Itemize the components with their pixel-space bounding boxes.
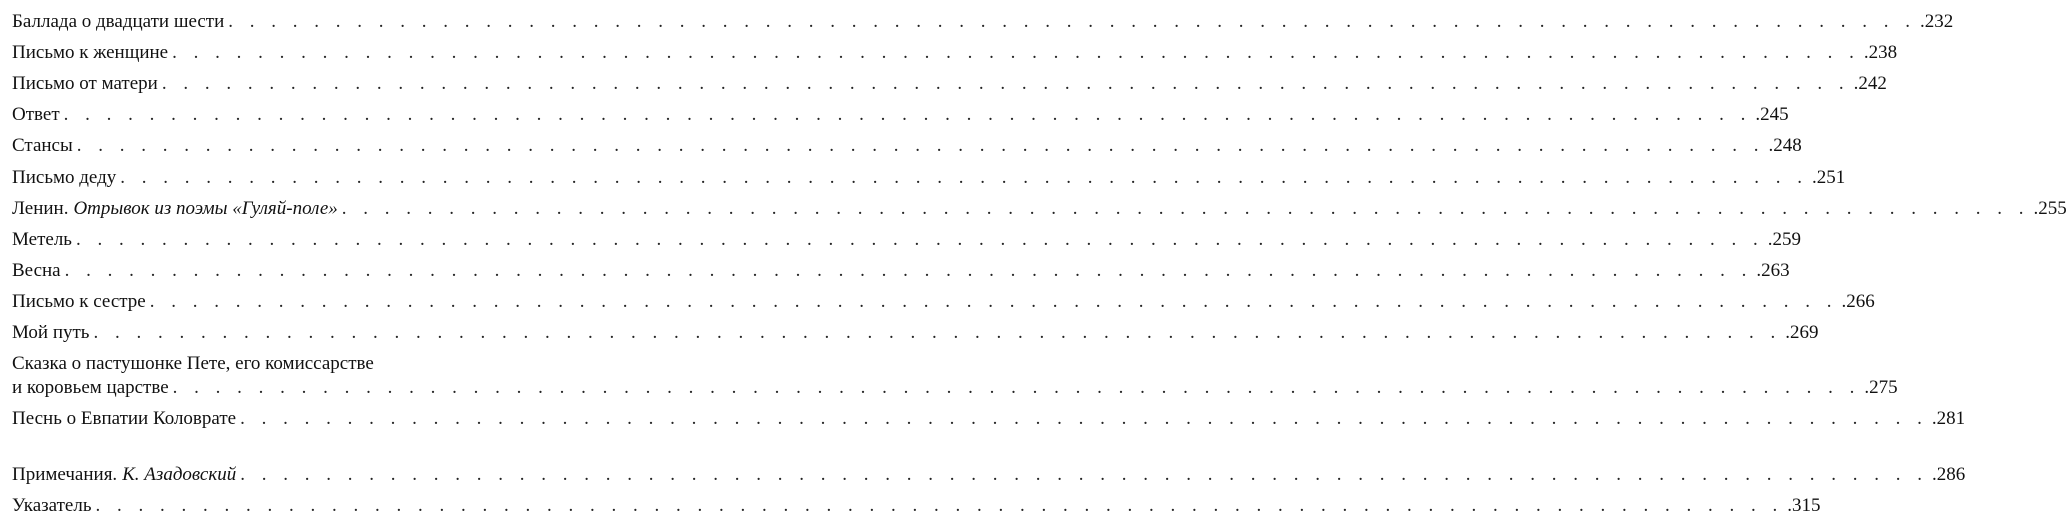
toc-entry-letter-from-mother[interactable]: [12, 72, 1887, 96]
toc-entry-page: .275: [1864, 377, 1898, 398]
toc-entry-page: .238: [1863, 42, 1898, 63]
toc-entry-subtitle: Отрывок из поэмы «Гуляй-поле»: [73, 198, 338, 219]
dot-leader: . . . . . . . . . . . . . . . . . . . . . . . . . . . . . . . . . . . . . . . . . . . . . . . . . . . . . . . . . . . . . . . . . . . . . . . . . . . . . . .: [240, 408, 1928, 429]
toc-entry-index[interactable]: [12, 494, 1821, 518]
toc-entry-answer[interactable]: [12, 103, 1789, 127]
toc-entry-page: .259: [1767, 229, 1801, 250]
toc-entry-letter-to-sister[interactable]: [12, 290, 1875, 314]
toc-entry-spring[interactable]: [12, 259, 1790, 283]
toc-entry-subtitle: К. Азадовский: [122, 464, 237, 485]
dot-leader: . . . . . . . . . . . . . . . . . . . . . . . . . . . . . . . . . . . . . . . . . . . . . . . . . . . . . . . . . . . . . . . . . . . . . . . . . . . . . . .: [172, 42, 1860, 63]
toc-entry-stanzas[interactable]: [12, 134, 1802, 158]
toc-entry-page: .266: [1841, 291, 1875, 312]
dot-leader: . . . . . . . . . . . . . . . . . . . . . . . . . . . . . . . . . . . . . . . . . . . . . . . . . . . . . . . . . . . . . . . . . . . . . . . . . . . . . . .: [95, 495, 1784, 516]
toc-entry-notes[interactable]: [12, 463, 1966, 487]
toc-entry-title: Примечания.: [12, 464, 118, 485]
toc-entry-title: Мой путь: [12, 322, 90, 343]
toc-entry-ballad-of-twenty-six[interactable]: [12, 10, 1954, 34]
toc-entry-title: Письмо деду: [12, 167, 117, 188]
dot-leader: . . . . . . . . . . . . . . . . . . . . . . . . . . . . . . . . . . . . . . . . . . . . . . . . . . . . . . . . . . . . . . . . . . . . . . . . . . . . . . .: [149, 291, 1838, 312]
toc-entry-title: Стансы: [12, 135, 73, 156]
toc-entry-title-line1: Сказка о пастушонке Пете, его комиссарстве: [12, 353, 374, 374]
dot-leader: . . . . . . . . . . . . . . . . . . . . . . . . . . . . . . . . . . . . . . . . . . . . . . . . . . . . . . . . . . . . . . . . . . . . . . . . . . . . . . .: [63, 104, 1752, 125]
toc-entry-title: Песнь о Евпатии Коловрате: [12, 408, 237, 429]
dot-leader: . . . . . . . . . . . . . . . . . . . . . . . . . . . . . . . . . . . . . . . . . . . . . . . . . . . . . . . . . . . . . . . . . . . . . . . . . . . . . . .: [120, 167, 1809, 188]
toc-entry-page: .251: [1812, 167, 1846, 188]
toc-entry-my-path[interactable]: [12, 321, 1819, 345]
toc-entry-blizzard[interactable]: [12, 228, 1801, 252]
dot-leader: . . . . . . . . . . . . . . . . . . . . . . . . . . . . . . . . . . . . . . . . . . . . . . . . . . . . . . . . . . . . . . . . . . . . . . . . . . . . . . .: [228, 11, 1917, 32]
dot-leader: . . . . . . . . . . . . . . . . . . . . . . . . . . . . . . . . . . . . . . . . . . . . . . . . . . . . . . . . . . . . . . . . . . . . . . . . . . . . . . .: [64, 260, 1753, 281]
toc-entry-tale-of-petya[interactable]: [12, 352, 1898, 400]
toc-entry-page: .245: [1755, 104, 1789, 125]
toc-entry-title: Указатель: [12, 495, 92, 516]
toc-entry-letter-to-grandfather[interactable]: [12, 166, 1846, 190]
dot-leader: . . . . . . . . . . . . . . . . . . . . . . . . . . . . . . . . . . . . . . . . . . . . . . . . . . . . . . . . . . . . . . . . . . . . . . . . . . . . . . .: [341, 198, 2030, 219]
toc-entry-title: Баллада о двадцати шести: [12, 11, 225, 32]
toc-entry-title: Ответ: [12, 104, 60, 125]
toc-entry-page: .248: [1768, 135, 1802, 156]
toc-entry-page: .286: [1932, 464, 1966, 485]
toc-entry-page: .263: [1756, 260, 1790, 281]
toc-entry-page: .269: [1785, 322, 1819, 343]
toc-entry-page: .315: [1787, 495, 1821, 516]
toc-entry-page: .281: [1931, 408, 1966, 429]
toc-entry-page: .232: [1920, 11, 1954, 32]
dot-leader: . . . . . . . . . . . . . . . . . . . . . . . . . . . . . . . . . . . . . . . . . . . . . . . . . . . . . . . . . . . . . . . . . . . . . . . . . . . . . . .: [172, 377, 1861, 398]
dot-leader: . . . . . . . . . . . . . . . . . . . . . . . . . . . . . . . . . . . . . . . . . . . . . . . . . . . . . . . . . . . . . . . . . . . . . . . . . . . . . . .: [76, 135, 1765, 156]
toc-entry-song-of-evpaty[interactable]: [12, 407, 1966, 431]
toc-entry-title: и коровьем царстве: [12, 377, 169, 398]
toc-entry-lenin[interactable]: [12, 197, 2067, 221]
toc-entry-title: Метель: [12, 229, 72, 250]
dot-leader: . . . . . . . . . . . . . . . . . . . . . . . . . . . . . . . . . . . . . . . . . . . . . . . . . . . . . . . . . . . . . . . . . . . . . . . . . . . . . . .: [161, 73, 1850, 94]
toc-entry-title: Письмо к сестре: [12, 291, 146, 312]
toc-entry-title: Письмо от матери: [12, 73, 158, 94]
toc-entry-letter-to-woman[interactable]: [12, 41, 1898, 65]
toc-entry-title: Ленин.: [12, 198, 69, 219]
toc-entry-page: .242: [1853, 73, 1887, 94]
toc-entry-title: Весна: [12, 260, 61, 281]
dot-leader: . . . . . . . . . . . . . . . . . . . . . . . . . . . . . . . . . . . . . . . . . . . . . . . . . . . . . . . . . . . . . . . . . . . . . . . . . . . . . . .: [75, 229, 1764, 250]
toc-entry-page: .255: [2033, 198, 2067, 219]
toc-entry-title: Письмо к женщине: [12, 42, 169, 63]
dot-leader: . . . . . . . . . . . . . . . . . . . . . . . . . . . . . . . . . . . . . . . . . . . . . . . . . . . . . . . . . . . . . . . . . . . . . . . . . . . . . . .: [93, 322, 1782, 343]
dot-leader: . . . . . . . . . . . . . . . . . . . . . . . . . . . . . . . . . . . . . . . . . . . . . . . . . . . . . . . . . . . . . . . . . . . . . . . . . . . . . . .: [240, 464, 1929, 485]
